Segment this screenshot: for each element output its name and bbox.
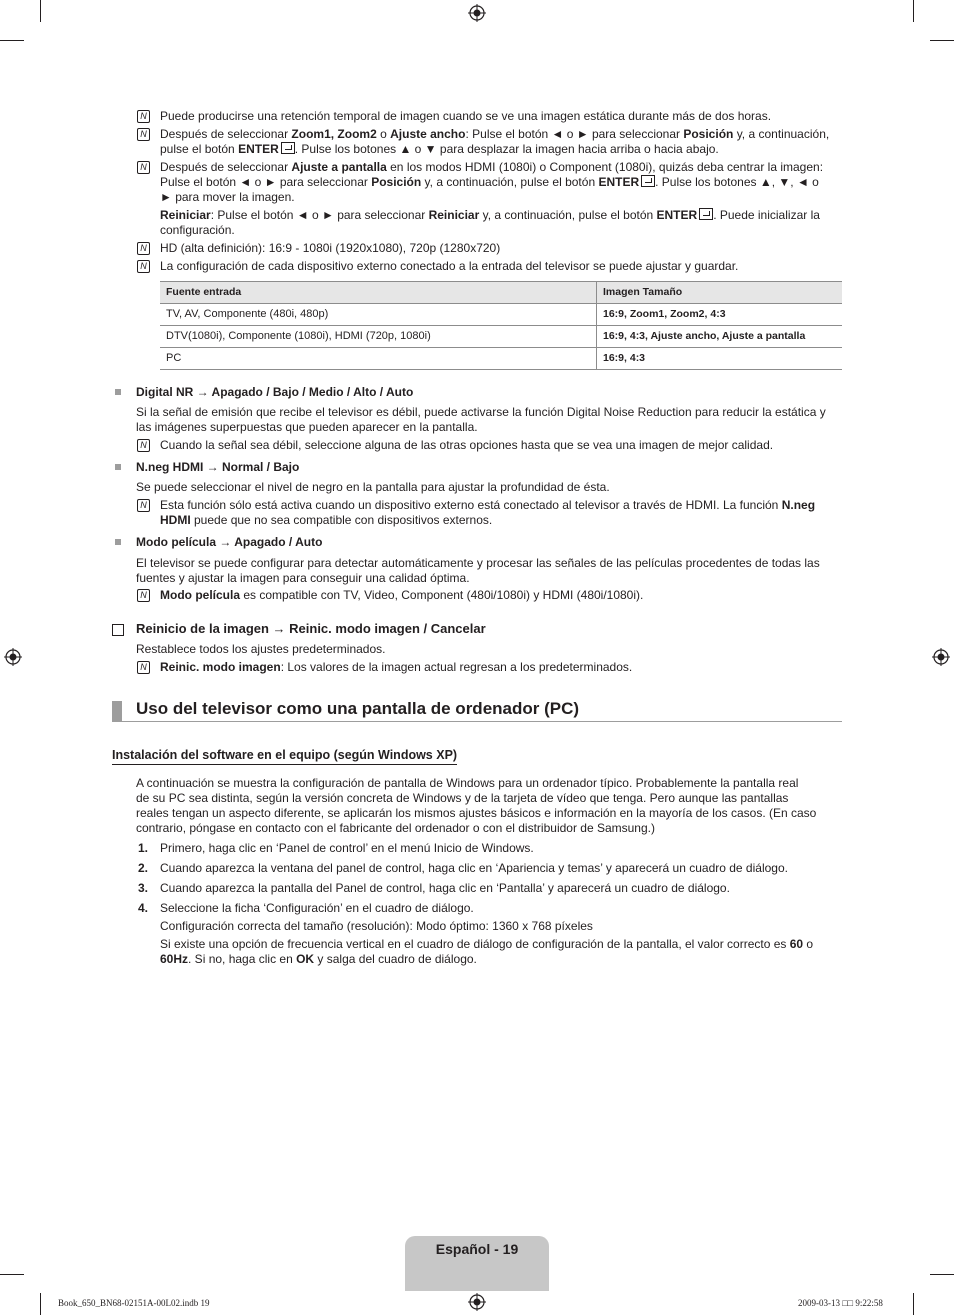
table-cell: 16:9, 4:3, Ajuste ancho, Ajuste a pantalla	[597, 326, 843, 348]
heading-marker	[112, 701, 122, 722]
picture-reset-note: Reinic. modo imagen: Los valores de la imagen actual regresan a los predeterminados.	[160, 660, 633, 674]
film-mode-title: Modo película → Apagado / Auto	[136, 535, 323, 549]
hdmi-black-title: N.neg HDMI → Normal / Bajo	[136, 460, 300, 474]
crop-mark	[913, 0, 914, 22]
note-reset-position: Reiniciar: Pulse el botón ◄ o ► para seleccionar Reiniciar y, a continuación, pulse el botón ENTER . Puede inicializar la configuración.	[160, 208, 820, 237]
table-header-cell: Imagen Tamaño	[597, 282, 843, 304]
note-icon	[137, 661, 150, 674]
note-device-settings: La configuración de cada dispositivo externo conectado a la entrada del televisor se puede ajustar y guardar.	[160, 259, 739, 273]
table-cell: 16:9, 4:3	[597, 348, 843, 370]
enter-key-icon	[699, 208, 713, 220]
digital-nr-note: Cuando la señal sea débil, seleccione alguna de las otras opciones hasta que se vea una imagen de mejor calidad.	[160, 438, 774, 452]
note-icon	[137, 499, 150, 512]
crop-mark	[930, 40, 954, 41]
bullet-square-icon	[115, 539, 121, 545]
note-icon	[137, 110, 150, 123]
step-text: Seleccione la ficha ‘Configuración’ en el cuadro de diálogo.	[160, 901, 474, 915]
bullet-square-icon	[115, 389, 121, 395]
table-cell: DTV(1080i), Componente (1080i), HDMI (720p, 1080i)	[160, 326, 597, 348]
step-number: 4.	[138, 901, 149, 915]
heading-underline	[112, 721, 842, 722]
step-text: Primero, haga clic en ‘Panel de control’ en el menú Inicio de Windows.	[160, 841, 534, 855]
hdmi-black-body: Se puede seleccionar el nivel de negro en la pantalla para ajustar la profundidad de ésta.	[136, 480, 610, 494]
bullet-square-icon	[115, 464, 121, 470]
hdmi-black-note: Esta función sólo está activa cuando un dispositivo externo está conectado al televisor a través de HDMI. La función N.neg HDMI puede que no sea compatible con dispositivos externos.	[160, 498, 816, 527]
crop-mark	[0, 40, 24, 41]
digital-nr-title: Digital NR → Apagado / Bajo / Medio / Alto / Auto	[136, 385, 414, 399]
note-icon	[137, 589, 150, 602]
enter-key-icon	[641, 175, 655, 187]
step-number: 3.	[138, 881, 149, 895]
step-text: Cuando aparezca la ventana del panel de control, haga clic en ‘Apariencia y temas’ y aparecerá un cuadro de diálogo.	[160, 861, 788, 875]
table-row	[160, 326, 842, 348]
film-mode-body: El televisor se puede configurar para detectar automáticamente y procesar las señales de las películas procedentes de todas las fuentes y ajustar la imagen para conseguir una calidad óptima.	[136, 556, 820, 585]
step-number: 1.	[138, 841, 149, 855]
table-header-cell: Fuente entrada	[160, 282, 597, 304]
registration-mark-icon	[468, 4, 486, 22]
table-cell: 16:9, Zoom1, Zoom2, 4:3	[597, 304, 843, 326]
page-number: Español - 19	[435, 1241, 519, 1257]
subheading: Instalación del software en el equipo (según Windows XP)	[112, 748, 457, 765]
step-number: 2.	[138, 861, 149, 875]
note-icon	[137, 260, 150, 273]
crop-mark	[40, 1293, 41, 1315]
step-text: Cuando aparezca la pantalla del Panel de control, haga clic en ‘Pantalla’ y aparecerá un cuadro de diálogo.	[160, 881, 730, 895]
enter-key-icon	[281, 142, 295, 154]
note-icon	[137, 128, 150, 141]
note-fit-screen: Después de seleccionar Ajuste a pantalla en los modos HDMI (1080i) o Component (1080i), quizás deba centrar la imagen: Pulse el botón ◄ o ► para seleccionar Posición y, a continuación, pulse el botón ENTER . Pulse los botones ▲, ▼, ◄ o ► para mover la imagen.	[160, 160, 824, 204]
table-cell: TV, AV, Componente (480i, 480p)	[160, 304, 597, 326]
crop-mark	[930, 1274, 954, 1275]
digital-nr-body: Si la señal de emisión que recibe el televisor es débil, puede activarse la función Digital Noise Reduction para reducir la estática y las imágenes superpuestas que pueden aparecer en la pantalla.	[136, 405, 826, 434]
crop-mark	[0, 1274, 24, 1275]
registration-mark-icon	[468, 1293, 486, 1311]
registration-mark-icon	[932, 648, 950, 666]
note-icon	[137, 161, 150, 174]
picture-reset-title: Reinicio de la imagen → Reinic. modo imagen / Cancelar	[136, 621, 486, 636]
note-retention: Puede producirse una retención temporal de imagen cuando se ve una imagen estática durante más de dos horas.	[160, 109, 772, 123]
imprint-right: 2009-03-13 □□ 9:22:58	[798, 1298, 883, 1308]
film-mode-note: Modo película es compatible con TV, Video, Component (480i/1080i) y HDMI (480i/1080i).	[160, 588, 644, 602]
crop-mark	[913, 1293, 914, 1315]
picture-size-table	[160, 281, 842, 370]
note-icon	[137, 439, 150, 452]
note-hd: HD (alta definición): 16:9 - 1080i (1920x1080), 720p (1280x720)	[160, 241, 501, 255]
note-zoom: Después de seleccionar Zoom1, Zoom2 o Ajuste ancho: Pulse el botón ◄ o ► para seleccionar Posición y, a continuación, pulse el botón ENTER . Pulse los botones ▲ o ▼ para desplazar la imagen hacia arriba o hacia abajo.	[160, 127, 830, 156]
checkbox-icon	[112, 624, 124, 636]
table-row	[160, 304, 842, 326]
picture-reset-body: Restablece todos los ajustes predeterminados.	[136, 642, 386, 656]
section-heading: Uso del televisor como una pantalla de ordenador (PC)	[136, 699, 580, 718]
imprint-left: Book_650_BN68-02151A-00L02.indb 19	[58, 1298, 210, 1308]
table-header-row	[160, 282, 842, 304]
intro-paragraph: A continuación se muestra la configuración de pantalla de Windows para un ordenador típico. Probablemente la pantalla real de su PC sea distinta, según la versión concreta de Windows y de la tarjeta de vídeo que tenga. Pero aunque las pantallas reales tengan un aspecto diferente, se aplicarán los mismos ajustes básicos e información en la mayoría de los casos. (En caso contrario, póngase en contacto con el fabricante del ordenador o con el distribuidor de Samsung.)	[136, 776, 817, 835]
note-icon	[137, 242, 150, 255]
registration-mark-icon	[4, 648, 22, 666]
crop-mark	[40, 0, 41, 22]
step-frequency: Si existe una opción de frecuencia vertical en el cuadro de diálogo de configuración de la pantalla, el valor correcto es 60 o 60Hz. Si no, haga clic en OK y salga del cuadro de diálogo.	[160, 937, 814, 966]
table-cell: PC	[160, 348, 597, 370]
table-row	[160, 348, 842, 370]
step-resolution: Configuración correcta del tamaño (resolución): Modo óptimo: 1360 x 768 píxeles	[160, 919, 593, 933]
